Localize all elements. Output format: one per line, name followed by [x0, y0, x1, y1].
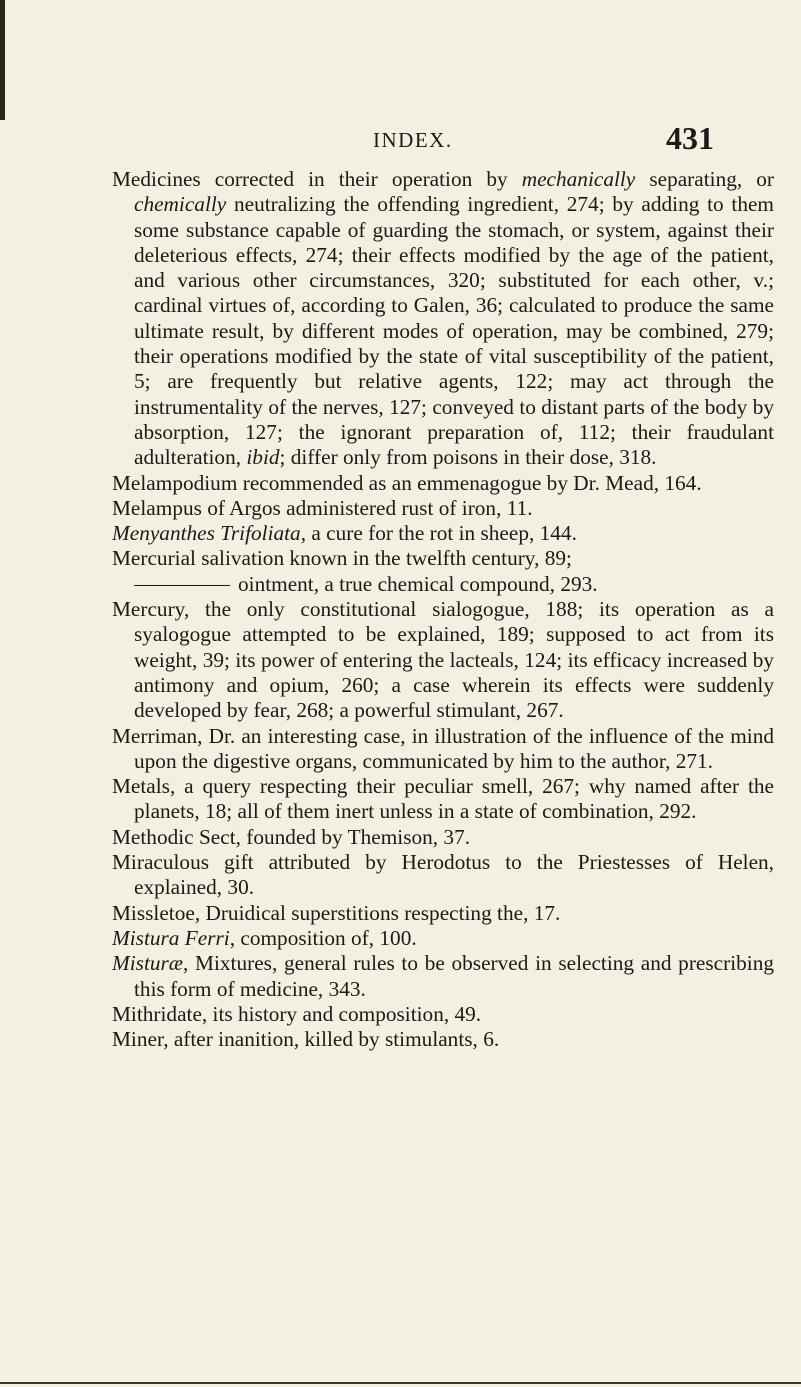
index-entry — [112, 167, 774, 471]
entry-text: Mercurial salivation known in the twelfth century, 89; — [112, 546, 572, 571]
index-entry — [112, 926, 774, 951]
index-entry — [112, 951, 774, 1002]
entry-text: Methodic Sect, founded by Themison, 37. — [112, 824, 471, 849]
index-subentry — [112, 572, 774, 597]
index-entries — [112, 167, 774, 1052]
index-entry — [112, 597, 774, 723]
italic-term: Misturæ — [112, 951, 184, 976]
index-entry — [112, 1002, 774, 1027]
index-entry — [112, 546, 774, 571]
ditto-rule — [134, 585, 230, 586]
entry-text: Melampodium recommended as an emmenagogue by Dr. Mead, 164. — [112, 470, 702, 495]
entry-text: Miraculous gift attributed by Herodotus to the Priestesses of Helen, explained, 30. — [112, 850, 774, 900]
page-bottom-edge — [0, 1382, 801, 1384]
entry-text: separating, or — [635, 167, 775, 191]
running-head: INDEX. — [373, 128, 453, 152]
italic-term: Menyanthes Trifoliata — [112, 521, 301, 546]
index-entry — [112, 471, 774, 496]
entry-text: Missletoe, Druidical superstitions respecting the, 17. — [112, 900, 561, 925]
index-entry — [112, 1027, 774, 1052]
index-entry — [112, 825, 774, 850]
index-entry — [112, 901, 774, 926]
italic-term: chemically — [134, 192, 227, 217]
index-entry — [112, 724, 774, 775]
index-entry — [112, 850, 774, 901]
index-entry — [112, 496, 774, 521]
index-entry — [112, 521, 774, 546]
entry-text: Mithridate, its history and composition, 49. — [112, 1001, 482, 1026]
entry-text: Merriman, Dr. an interesting case, in illustration of the influence of the mind upon the digestive organs, communicated by him to the author, 271. — [112, 723, 774, 773]
entry-text: ; differ only from poisons in their dose, 318. — [279, 445, 657, 470]
italic-term: mechanically — [521, 167, 636, 191]
page-header — [0, 118, 801, 158]
italic-term: Mistura Ferri — [112, 925, 230, 950]
entry-text: , composition of, 100. — [229, 925, 417, 950]
italic-term: ibid — [246, 445, 280, 470]
entry-text: , Mixtures, general rules to be observed in selecting and prescribing this form of medicine, 343. — [134, 951, 774, 1001]
entry-text: ointment, a true chemical compound, 293. — [238, 571, 598, 596]
index-entry — [112, 774, 774, 825]
entry-text: Metals, a query respecting their peculiar smell, 267; why named after the planets, 18; all of them inert unless in a state of combination, 292. — [112, 774, 774, 824]
entry-text: Melampus of Argos administered rust of iron, 11. — [112, 495, 533, 520]
entry-text: Miner, after inanition, killed by stimulants, 6. — [112, 1027, 500, 1052]
entry-text: neutralizing the offending ingredient, 274; by adding to them some substance capable of guarding the stomach, or system, against their deleterious effects, 274; their effects modified by the age of the patient, and various other circumstances, 320; substituted for each other, v.; cardinal virtues of, according to Galen, 36; calculated to produce the same ultimate result, by different modes of operation, may be combined, 279; their operations modified by the state of vital susceptibility of the patient, 5; are frequently but relative agents, 122; may act through the instrumentality of the nerves, 127; conveyed to distant parts of the body by absorption, 127; the ignorant preparation of, 112; their fraudulant adulteration, — [134, 192, 774, 470]
entry-text: Medicines corrected in their operation by — [112, 167, 522, 191]
entry-text: , a cure for the rot in sheep, 144. — [300, 521, 577, 546]
page-number: 431 — [666, 120, 714, 156]
entry-text: Mercury, the only constitutional sialogogue, 188; its operation as a syalogogue attempted to be explained, 189; supposed to act from its weight, 39; its power of entering the lacteals, 124; its efficacy increased by antimony and opium, 260; a case wherein its effects were suddenly developed by fear, 268; a powerful stimulant, 267. — [112, 597, 774, 723]
page-edge-shadow — [0, 0, 5, 120]
